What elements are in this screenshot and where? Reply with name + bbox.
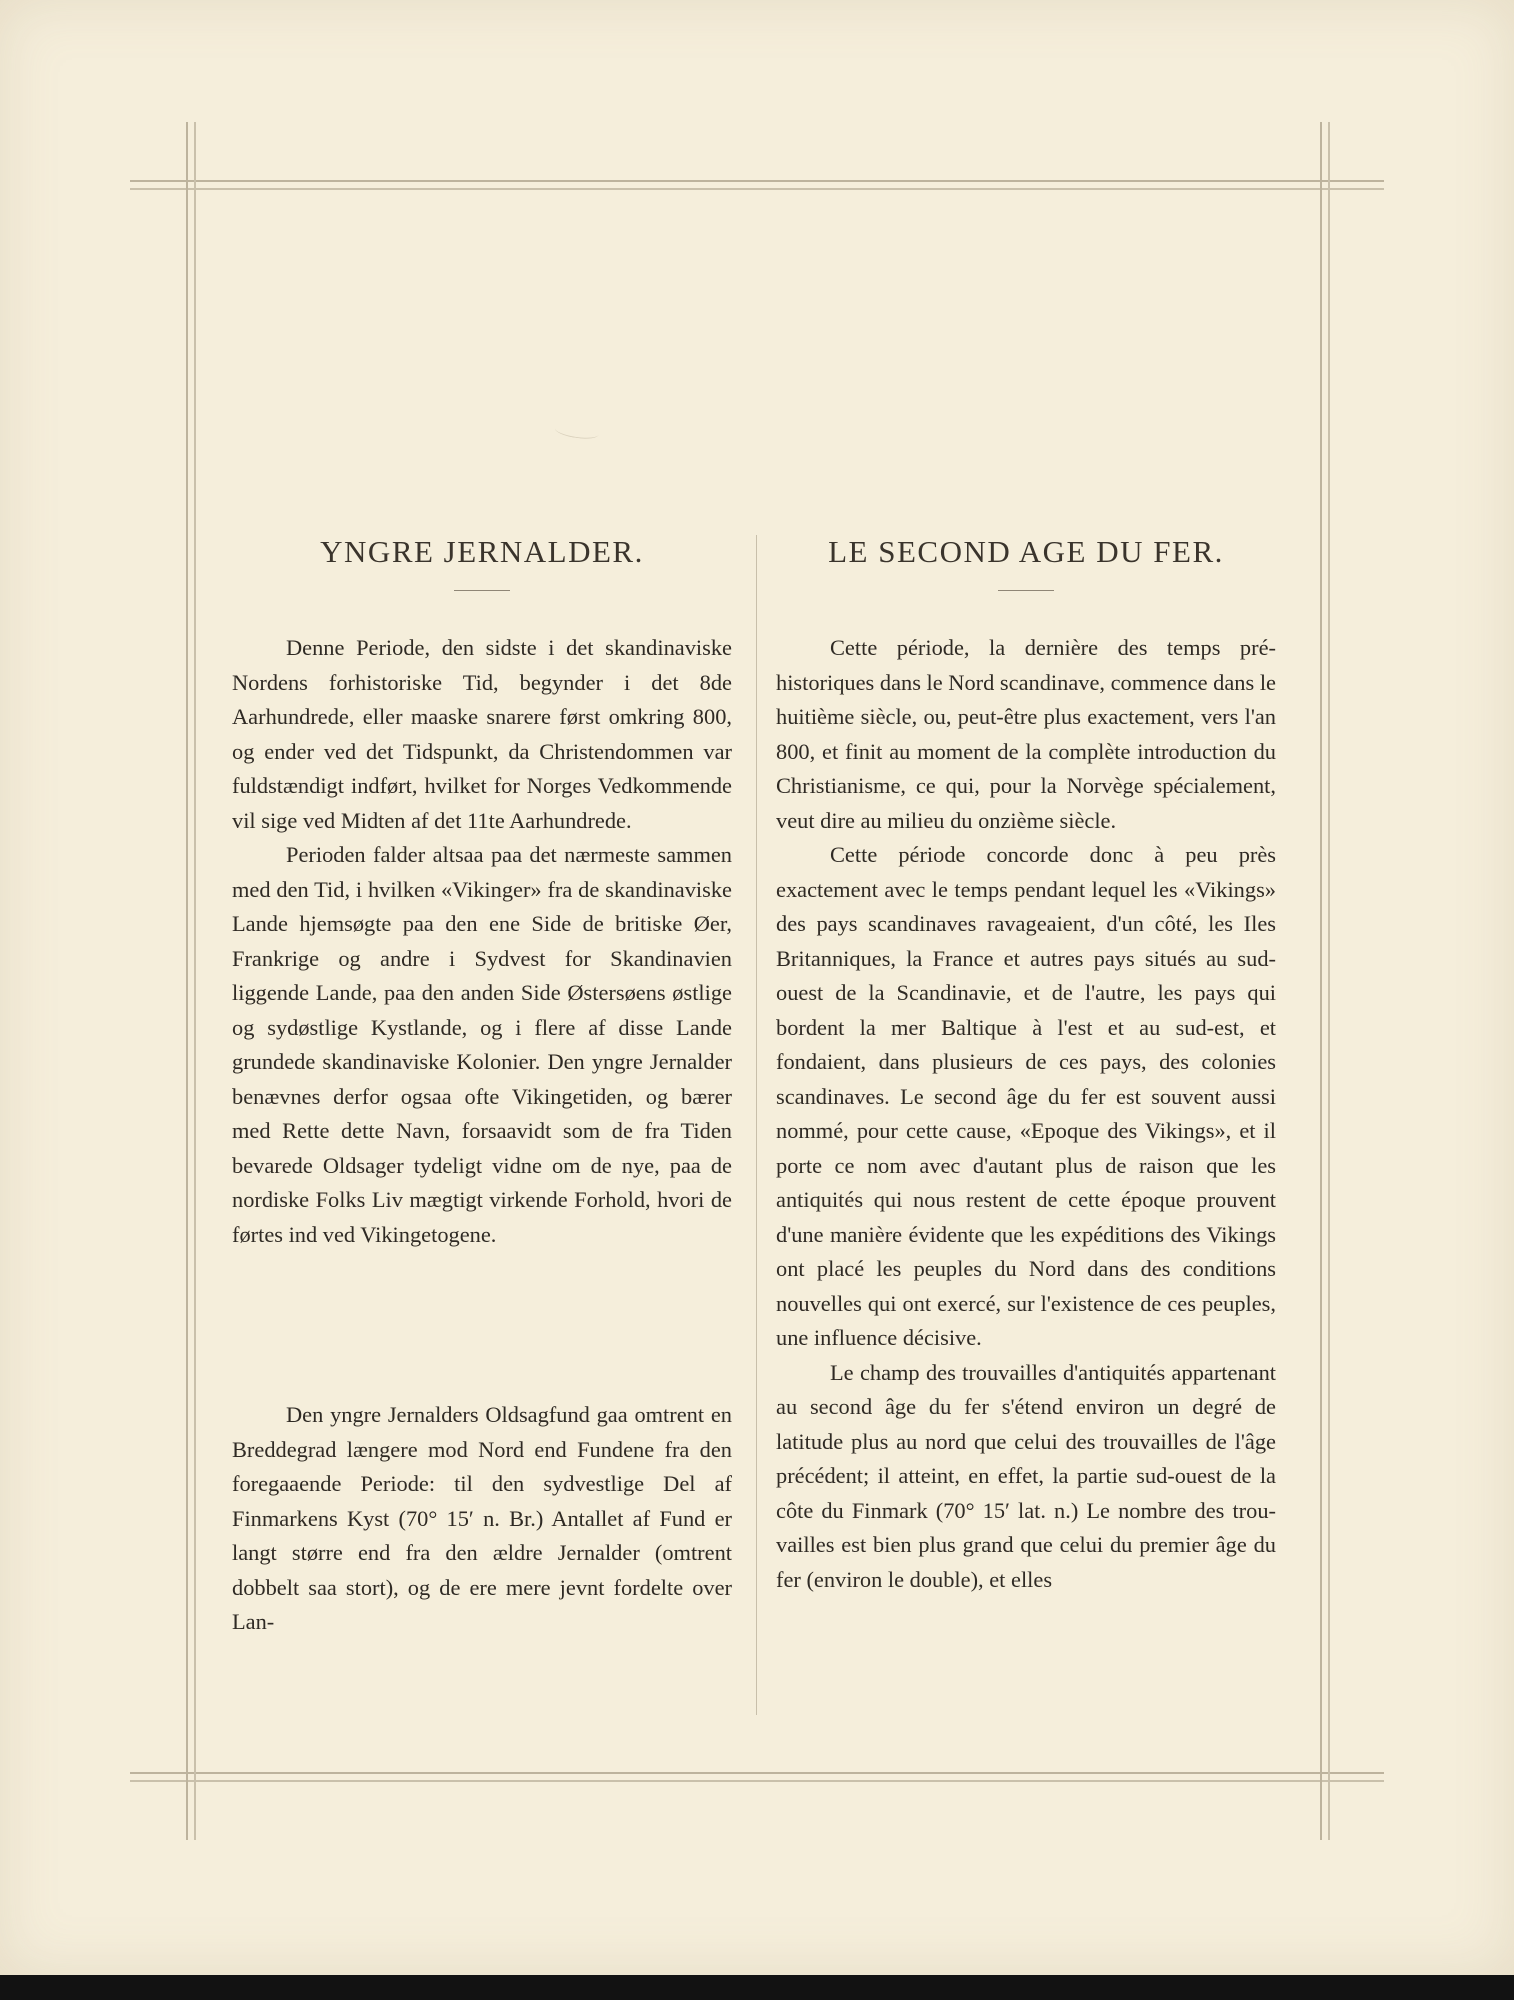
norwegian-column: [232, 520, 732, 1640]
paragraph: Den yngre Jernalders Oldsagfund gaa omtrent en Breddegrad længere mod Nord end Fundene fra den foregaaende Periode: til den sydvestlige Del af Finmarkens Kyst (70° 15′ n. Br.) Antallet af Fund er langt større end fra den ældre Jernalder (omtrent dobbelt saa stort), og de ere mere jevnt fordelte over Lan-: [232, 1402, 732, 1634]
paragraph: Le champ des trouvailles d'antiquités appartenant au second âge du fer s'étend environ un degré de latitude plus au nord que celui des trouvailles de l'âge précédent; il atteint, en effet, la partie sud-ouest de la côte du Finmark (70° 15′ lat. n.) Le nombre des trouvailles est bien plus grand que celui du premier âge du fer (environ le double), et elles: [776, 1359, 1276, 1592]
paragraph: Perioden falder altsaa paa det nærmeste sammen med den Tid, i hvilken «Vikinger» fra de skandinaviske Lande hjemsøgte paa den ene Side de britiske Øer, Frankrige og andre i Sydvest for Skandinavien liggende Lande, paa den anden Side Østersøens østlige og sydøstlige Kystlande, og i flere af disse Lande grundede skandinaviske Kolonier. Den yngre Jernalder benævnes derfor ogsaa ofte Vikingetiden, og bærer med Rette dette Navn, forsaavidt som de fra Tiden bevarede Oldsager tydeligt vidne om de nye, paa de nordiske Folks Liv mægtigt virkende Forhold, hvori de førtes ind ved Vikingetogene.: [232, 842, 732, 1247]
french-title: LE SECOND AGE DU FER.: [828, 534, 1224, 569]
norwegian-title: YNGRE JERNALDER.: [320, 534, 644, 569]
norwegian-text: [232, 631, 732, 1640]
paper-mark: [554, 422, 599, 441]
paragraph: Denne Periode, den sidste i det skandinaviske Nordens forhistoriske Tid, begynder i det 8de Aarhundrede, eller maaske snarere først omkring 800, og ender ved det Tidspunkt, da Christendommen var fuldstændigt indført, hvilket for Norges Vedkommende vil sige ved Midten af det 11te Aarhundrede.: [232, 635, 732, 833]
french-column: [776, 520, 1276, 1597]
paragraph: Cette période concorde donc à peu près exactement avec le temps pendant lequel les «Vikings» des pays scandinaves ravageaient, d'un côté, les Iles Britanniques, la France et autres pays situés au sud-ouest de la Scandinavie, et de l'autre, les pays qui bordent la mer Baltique à l'est et au sud-est, et fondaient, dans plusieurs de ces pays, des colonies scandinaves. Le second âge du fer est souvent aussi nommé, pour cette cause, «Epoque des Vikings», et il porte ce nom avec d'autant plus de raison que les antiquités qui nous restent de cette époque prouvent d'une manière évidente que les expéditions des Vikings ont placé les peuples du Nord dans des conditions nouvelles qui ont exercé, sur l'existence de ces peuples, une influence décisive.: [776, 842, 1276, 1350]
frame-bottom-rule: [130, 1772, 1384, 1782]
column-divider: [756, 535, 757, 1715]
frame-top-rule: [130, 180, 1384, 190]
title-ornament-rule: [998, 590, 1054, 591]
title-ornament-rule: [454, 590, 510, 591]
frame-left-rule: [186, 122, 196, 1840]
french-text: [776, 631, 1276, 1597]
scan-edge: [0, 1975, 1514, 2000]
frame-right-rule: [1320, 122, 1330, 1840]
paragraph: Cette période, la dernière des temps préhistoriques dans le Nord scandinave, commence dans le huitième siècle, ou, peut-être plus exactement, vers l'an 800, et finit au moment de la complète introduction du Christianisme, ce qui, pour la Norvège spécialement, veut dire au milieu du onzième siècle.: [776, 635, 1276, 833]
